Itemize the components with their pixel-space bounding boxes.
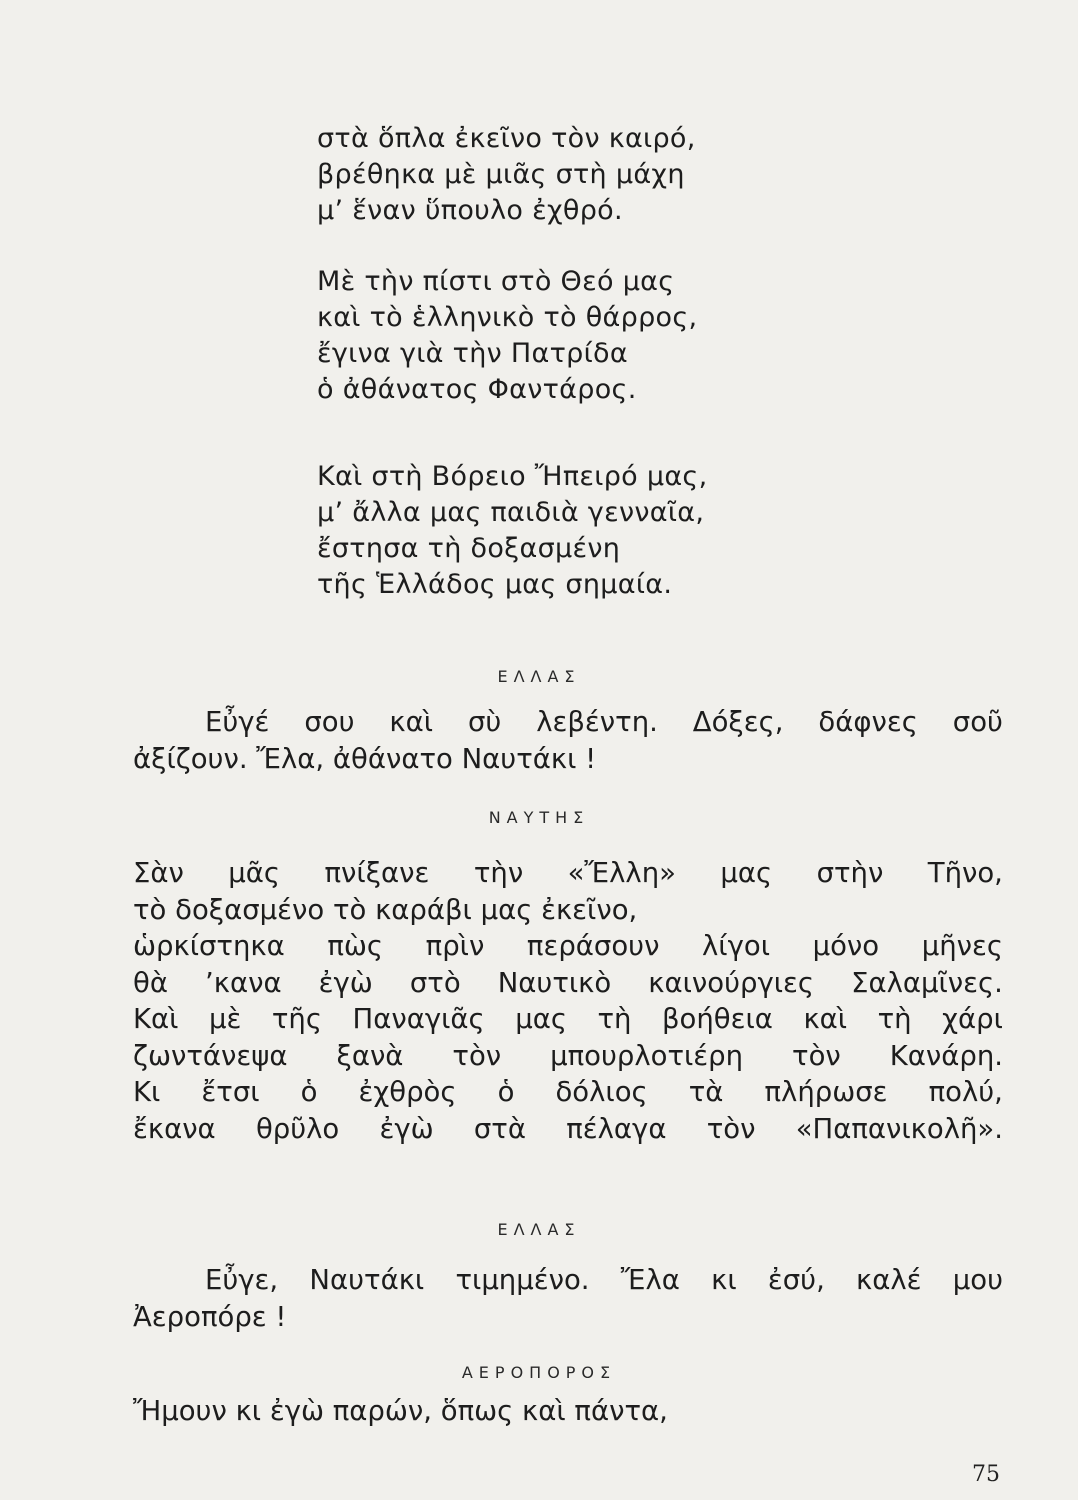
- verse-line: στὰ ὅπλα ἐκεῖνο τὸν καιρό,: [317, 123, 696, 154]
- word: Εὖγέ: [205, 706, 270, 738]
- word: ἐγὼ: [379, 1112, 434, 1145]
- poem-stanza-1: [317, 121, 696, 229]
- word: λίγοι: [702, 930, 771, 962]
- word: σοῦ: [952, 706, 1003, 738]
- word: κι: [711, 1264, 737, 1296]
- word: καὶ: [389, 706, 434, 738]
- word: στὸ: [409, 966, 461, 999]
- word: μας: [515, 1003, 567, 1035]
- speaker-heading: ΕΛΛΑΣ: [497, 1220, 581, 1239]
- word: ἐγὼ: [318, 966, 373, 999]
- speaker-heading: ΕΛΛΑΣ: [497, 667, 581, 686]
- word: μῆνες: [921, 930, 1003, 962]
- verse-line: ὁ ἀθάνατος Φαντάρος.: [317, 374, 637, 405]
- word: Δόξες,: [692, 706, 784, 738]
- word: χάρι: [942, 1003, 1003, 1035]
- word: Ναυτάκι: [309, 1264, 425, 1296]
- word: καινούργιες: [648, 966, 815, 999]
- word: ἐσύ,: [767, 1264, 825, 1296]
- verse-line: μ’ ἄλλα μας παιδιὰ γενναῖα,: [317, 497, 705, 528]
- word: μας: [720, 857, 773, 889]
- word: μπουρλοτιέρη: [550, 1039, 744, 1072]
- word: ζωντάνεψα: [133, 1039, 288, 1072]
- speaker-heading: ΝΑΥΤΗΣ: [488, 808, 590, 827]
- word: πλήρωσε: [764, 1076, 888, 1108]
- prose-line: τὸ δοξασμένο τὸ καράβι μας ἐκεῖνο,: [133, 893, 638, 926]
- verse-line: ἔστησα τὴ δοξασμένη: [317, 533, 621, 564]
- word: ἔκανα: [133, 1112, 216, 1145]
- word: Σαλαμῖνες.: [851, 966, 1003, 999]
- word: τὴν: [473, 857, 524, 889]
- word: Εὖγε,: [205, 1264, 279, 1296]
- word: θὰ: [133, 966, 168, 999]
- word: λεβέντη.: [536, 706, 658, 738]
- verse-line: βρέθηκα μὲ μιᾶς στὴ μάχη: [317, 159, 685, 190]
- word: βοήθεια: [662, 1003, 773, 1035]
- prose-line: ἀξίζουν. Ἔλα, ἀθάνατο Ναυτάκι !: [133, 742, 597, 775]
- word: πνίξανε: [324, 857, 430, 889]
- dialogue-block-2: [133, 855, 1003, 1147]
- dialogue-block-3: [133, 1262, 1003, 1335]
- word: ὁ: [497, 1076, 515, 1108]
- word: πέλαγα: [566, 1112, 667, 1145]
- word: πὼς: [327, 930, 384, 962]
- word: πολύ,: [928, 1076, 1003, 1108]
- prose-line: [133, 1001, 1003, 1038]
- prose-line: Ἀεροπόρε !: [133, 1300, 287, 1333]
- word: τὸν: [706, 1112, 756, 1145]
- word: «Παπανικολῆ».: [795, 1112, 1003, 1145]
- word: ὡρκίστηκα: [133, 930, 285, 962]
- word: «Ἔλλη»: [567, 857, 676, 889]
- word: περάσουν: [526, 930, 660, 962]
- prose-line: [133, 965, 1003, 1002]
- word: ’κανα: [205, 966, 282, 999]
- word: δόλιος: [555, 1076, 648, 1108]
- poem-stanza-2: [317, 264, 697, 408]
- word: Κανάρη.: [889, 1039, 1003, 1072]
- word: θρῦλο: [255, 1112, 340, 1145]
- prose-line: [133, 855, 1003, 892]
- word: δάφνες: [818, 706, 918, 738]
- speaker-heading: ΑΕΡΟΠΟΡΟΣ: [461, 1363, 617, 1382]
- dialogue-block-1: [133, 704, 1003, 777]
- word: καὶ: [803, 1003, 848, 1035]
- verse-line: μ’ ἕναν ὕπουλο ἐχθρό.: [317, 195, 623, 226]
- word: Ναυτικὸ: [497, 966, 612, 999]
- word: ξανὰ: [336, 1039, 404, 1072]
- verse-line: Καὶ στὴ Βόρειο Ἤπειρό μας,: [317, 461, 708, 492]
- word: ἐχθρὸς: [358, 1076, 457, 1108]
- poem-stanza-3: [317, 459, 707, 603]
- word: ὁ: [300, 1076, 318, 1108]
- word: τὸν: [452, 1039, 502, 1072]
- verse-line: Μὲ τὴν πίστι στὸ Θεό μας: [317, 266, 675, 297]
- verse-line: τῆς Ἑλλάδος μας σημαία.: [317, 569, 673, 600]
- word: μόνο: [812, 930, 880, 962]
- word: Σὰν: [133, 857, 184, 889]
- prose-line: [133, 928, 1003, 965]
- prose-line: [133, 1262, 1003, 1299]
- word: μᾶς: [228, 857, 281, 889]
- word: καλέ: [856, 1264, 922, 1296]
- word: Παναγιᾶς: [352, 1003, 485, 1035]
- page-number: 75: [972, 1462, 1000, 1487]
- verse-line: καὶ τὸ ἑλληνικὸ τὸ θάρρος,: [317, 302, 698, 333]
- word: μου: [952, 1264, 1003, 1296]
- prose-line: [133, 1038, 1003, 1075]
- word: τιμημένο.: [455, 1264, 590, 1296]
- word: τὸν: [792, 1039, 841, 1072]
- verse-line: ἔγινα γιὰ τὴν Πατρίδα: [317, 338, 628, 369]
- word: σὺ: [467, 706, 502, 738]
- prose-line: [133, 1074, 1003, 1111]
- word: στὰ: [473, 1112, 526, 1145]
- word: τὴ: [877, 1003, 912, 1035]
- word: σου: [304, 706, 355, 738]
- word: Τῆνο,: [927, 857, 1003, 889]
- word: ἔτσι: [201, 1076, 260, 1108]
- word: Ἔλα: [620, 1264, 680, 1296]
- word: πρὶν: [425, 930, 485, 962]
- word: Καὶ: [133, 1003, 179, 1035]
- dialogue-block-4: [133, 1393, 1003, 1430]
- word: μὲ: [208, 1003, 242, 1035]
- word: τῆς: [271, 1003, 323, 1035]
- word: τὰ: [688, 1076, 724, 1108]
- prose-line: [133, 704, 1003, 741]
- prose-line: [133, 1111, 1003, 1148]
- word: τὴ: [597, 1003, 632, 1035]
- prose-line: Ἤμουν κι ἐγὼ παρών, ὅπως καὶ πάντα,: [133, 1395, 668, 1427]
- word: στὴν: [816, 857, 884, 889]
- word: Κι: [133, 1076, 161, 1108]
